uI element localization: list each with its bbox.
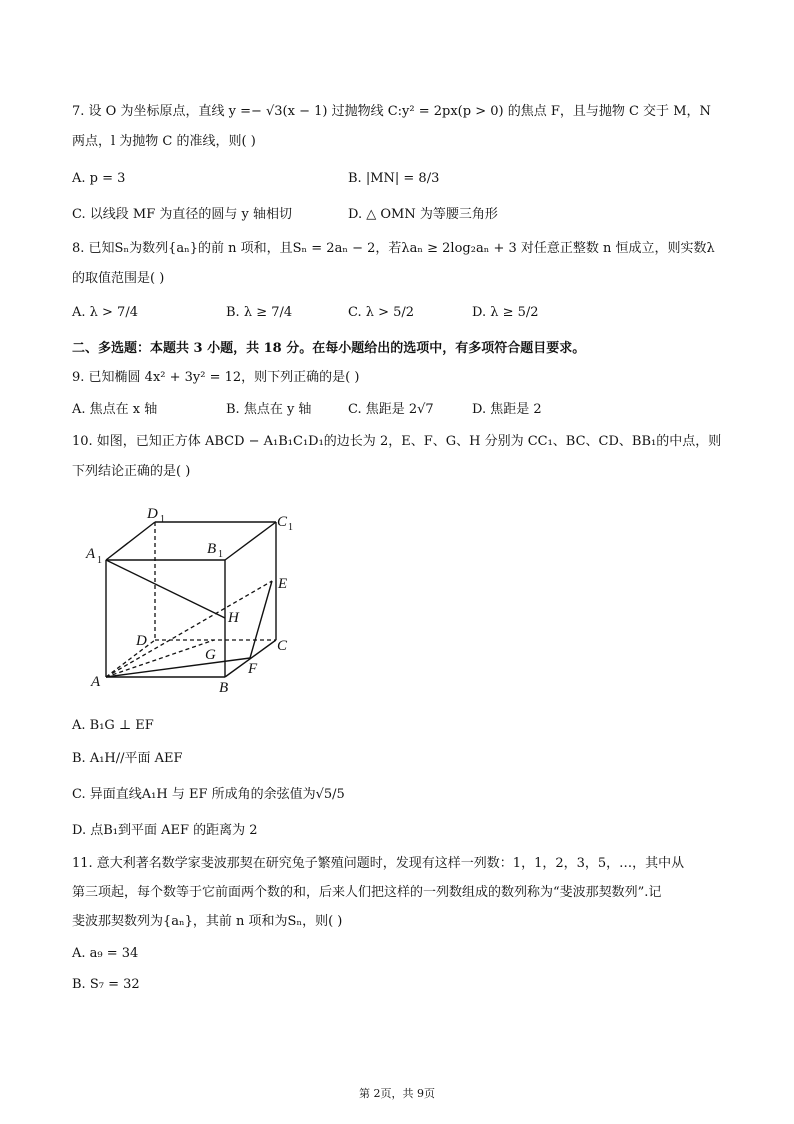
label-f: F — [248, 661, 258, 677]
page-footer: 第 2页，共 9页 — [359, 1087, 435, 1100]
label-d: D — [136, 633, 147, 649]
q8-stem-line1: 8. 已知Sₙ为数列{aₙ}的前 n 项和，且Sₙ = 2aₙ − 2，若λaₙ ≥ 2log₂aₙ + 3 对任意正整数 n 恒成立，则实数λ — [72, 241, 715, 256]
label-d1: D — [147, 506, 158, 522]
label-c: C — [277, 638, 288, 654]
label-d1-sub: 1 — [160, 514, 165, 525]
q11-option-b: B. S₇ = 32 — [72, 977, 140, 992]
q7-stem-line2: 两点，l 为抛物 C 的准线，则( ) — [72, 134, 256, 149]
cube-figure — [80, 495, 320, 705]
q7-option-b: B. |MN| = 8/3 — [348, 171, 440, 186]
label-c1: C — [277, 514, 288, 530]
q8-option-a: A. λ > 7/4 — [72, 305, 138, 320]
q9-option-c: C. 焦距是 2√7 — [348, 402, 434, 417]
q10-stem-line2: 下列结论正确的是( ) — [72, 464, 191, 479]
label-b: B — [219, 680, 229, 696]
label-c1-sub: 1 — [288, 522, 293, 533]
q10-option-c: C. 异面直线A₁H 与 EF 所成角的余弦值为√5/5 — [72, 787, 345, 802]
label-a1: A — [86, 546, 96, 562]
label-h: H — [228, 610, 239, 626]
label-a1-sub: 1 — [97, 555, 102, 566]
q11-stem-line3: 斐波那契数列为{aₙ}，其前 n 项和为Sₙ，则( ) — [72, 914, 343, 929]
q11-stem-line2: 第三项起，每个数等于它前面两个数的和，后来人们把这样的一列数组成的数列称为“斐波那契数列”.记 — [72, 885, 662, 900]
q11-stem-line1: 11. 意大利著名数学家斐波那契在研究兔子繁殖问题时，发现有这样一列数：1，1，2，3，5，…，其中从 — [72, 856, 685, 871]
q8-option-d: D. λ ≥ 5/2 — [472, 305, 539, 320]
q10-option-b: B. A₁H//平面 AEF — [72, 751, 183, 766]
q10-option-a: A. B₁G ⊥ EF — [72, 718, 154, 733]
q8-stem-line2: 的取值范围是( ) — [72, 271, 165, 286]
q7-stem-line1: 7. 设 O 为坐标原点，直线 y =− √3(x − 1) 过抛物线 C:y² = 2px(p > 0) 的焦点 F，且与抛物 C 交于 M，N — [72, 104, 711, 119]
q8-option-c: C. λ > 5/2 — [348, 305, 415, 320]
q9-stem: 9. 已知椭圆 4x² + 3y² = 12，则下列正确的是( ) — [72, 370, 360, 385]
q8-option-b: B. λ ≥ 7/4 — [226, 305, 293, 320]
q9-option-b: B. 焦点在 y 轴 — [226, 402, 312, 417]
q9-option-d: D. 焦距是 2 — [472, 402, 542, 417]
label-b1: B — [207, 541, 217, 557]
label-b1-sub: 1 — [218, 549, 223, 560]
q9-option-a: A. 焦点在 x 轴 — [72, 402, 158, 417]
q10-stem-line1: 10. 如图，已知正方体 ABCD − A₁B₁C₁D₁的边长为 2，E、F、G、H 分别为 CC₁、BC、CD、BB₁的中点，则 — [72, 434, 722, 449]
q11-option-a: A. a₉ = 34 — [72, 946, 139, 961]
q7-option-a: A. p = 3 — [72, 171, 126, 186]
label-g: G — [205, 647, 216, 663]
label-e: E — [278, 576, 288, 592]
q7-option-d: D. △ OMN 为等腰三角形 — [348, 207, 498, 222]
q10-option-d: D. 点B₁到平面 AEF 的距离为 2 — [72, 823, 258, 838]
section-2-heading: 二、多选题：本题共 3 小题，共 18 分。在每小题给出的选项中，有多项符合题目要求。 — [72, 341, 586, 356]
q7-option-c: C. 以线段 MF 为直径的圆与 y 轴相切 — [72, 207, 292, 222]
label-a: A — [91, 674, 101, 690]
